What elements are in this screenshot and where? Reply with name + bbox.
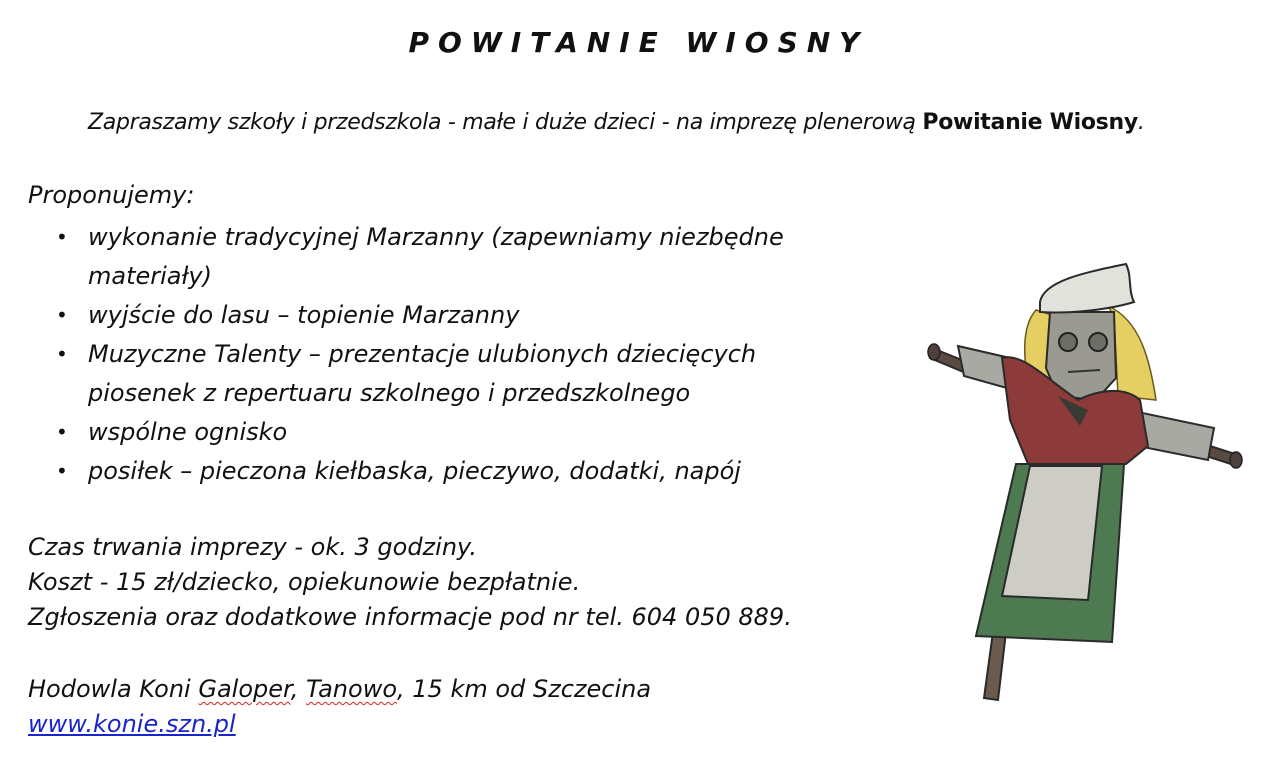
cost-line: Koszt - 15 zł/dziecko, opiekunowie bezpłatnie. [28, 568, 581, 596]
organizer-name: Galoper [198, 675, 291, 703]
duration-line: Czas trwania imprezy - ok. 3 godziny. [28, 533, 477, 561]
footer [28, 672, 651, 742]
event-info [28, 530, 792, 635]
bullet-icon: • [56, 342, 68, 366]
website-link[interactable]: www.konie.szn.pl [28, 710, 236, 738]
list-item-text: wyjście do lasu – topienie Marzanny [88, 301, 520, 329]
organizer-line [28, 672, 651, 707]
intro-event-name: Powitanie Wiosny [922, 110, 1138, 135]
bullet-icon: • [56, 420, 68, 444]
bullet-icon: • [56, 459, 68, 483]
list-item-text: Muzyczne Talenty – prezentacje ulubionych dziecięcych piosenek z repertuaru szkolnego i przedszkolnego [88, 340, 757, 407]
list-item [50, 452, 850, 491]
organizer-place: Tanowo [305, 675, 398, 703]
list-item [50, 413, 850, 452]
organizer-sep: , [290, 675, 306, 703]
list-item-text: wspólne ognisko [88, 418, 288, 446]
bullet-icon: • [56, 225, 68, 249]
list-item-text: wykonanie tradycyjnej Marzanny (zapewniamy niezbędne materiały) [88, 223, 784, 290]
list-item [50, 218, 850, 296]
contact-line: Zgłoszenia oraz dodatkowe informacje pod nr tel. 604 050 889. [28, 603, 792, 631]
list-item [50, 335, 850, 413]
marzanna-illustration [918, 250, 1258, 710]
intro-text: Zapraszamy szkoły i przedszkola - małe i duże dzieci - na imprezę plenerową [88, 110, 923, 135]
intro-paragraph [88, 110, 1258, 135]
organizer-suffix: , 15 km od Szczecina [397, 675, 652, 703]
intro-end: . [1137, 110, 1145, 135]
proposals-heading: Proponujemy: [28, 181, 195, 209]
organizer-prefix: Hodowla Koni [28, 675, 199, 703]
list-item-text: posiłek – pieczona kiełbaska, pieczywo, dodatki, napój [88, 457, 741, 485]
page-title: POWITANIE WIOSNY [408, 26, 869, 59]
bullet-icon: • [56, 303, 68, 327]
proposals-list [50, 218, 850, 491]
list-item [50, 296, 850, 335]
